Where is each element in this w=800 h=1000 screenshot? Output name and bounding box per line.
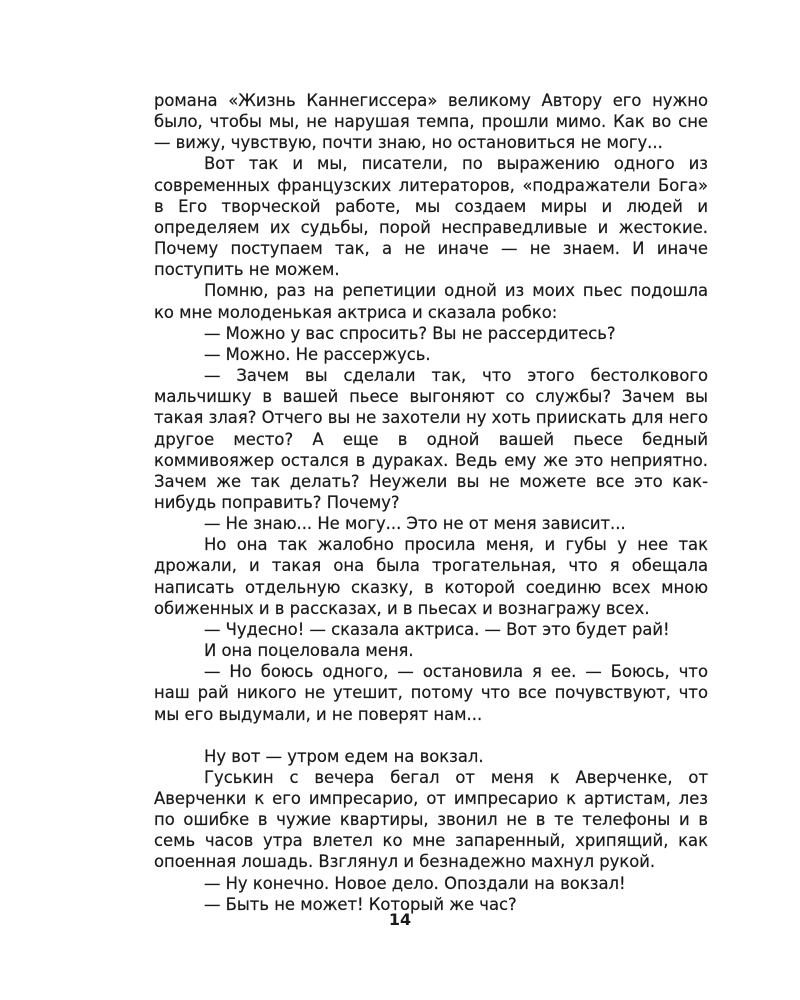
paragraph-7: Гуськин с вечера бегал от меня к Аверченке, от Аверченки к его импресарио, от импресарио к артистам, лез по ошибке в чужие квартиры, звонил не в те телефоны и в семь часов утра влетел ко мне запаренный, хрипящий, как опоенная лошадь. Взглянул и безнадежно махнул рукой. [154, 767, 708, 872]
dialogue-line-4: — Не знаю... Не могу... Это не от меня зависит... [204, 514, 626, 534]
paragraph-1: романа «Жизнь Каннегиссера» великому Автору его нужно было, чтобы мы, не нарушая темпа, прошли мимо. Как во сне — вижу, чувствую, почти знаю, но остановиться не могу... [154, 91, 708, 153]
dialogue-line-7: — Ну конечно. Новое дело. Опоздали на вокзал! [204, 873, 626, 893]
paragraph-3: Помню, раз на репетиции одной из моих пьес подошла ко мне молоденькая актриса и сказала робко: [154, 281, 708, 322]
paragraph-2: Вот так и мы, писатели, по выражению одного из современных французских литераторов, «подражатели Бога» в Его творческой работе, мы создаем миры и людей и определяем их судьбы, порой несправедливые и жестокие. Почему поступаем так, а не иначе — не знаем. И иначе поступить не можем. [154, 154, 708, 280]
dialogue-line-5: — Чудесно! — сказала актриса. — Вот это будет рай! [204, 619, 670, 639]
paragraph-4: Но она так жалобно просила меня, и губы у нее так дрожали, и такая она была трогательная, что я обещала написать отдельную сказку, в которой соединю всех мною обиженных и в рассказах, и в пьесах и вознагражу всех. [154, 535, 708, 618]
page-number: 14 [388, 910, 412, 929]
dialogue-line-1: — Можно у вас спросить? Вы не рассердитесь? [204, 323, 616, 343]
dialogue-line-6: — Но боюсь одного, — остановила я ее. — Боюсь, что наш рай никого не утешит, потому что все почувствуют, что мы его выдумали, и не поверят нам... [154, 662, 708, 724]
dialogue-line-3: — Зачем вы сделали так, что этого бестолкового мальчишку в вашей пьесе выгоняют со службы? Зачем вы такая злая? Отчего вы не захотели ну хоть приискать для него другое место? А еще в одной вашей пьесе бедный коммивояжер остался в дураках. Ведь ему же это неприятно. Зачем же так делать? Неужели вы не можете все это как-нибудь поправить? Почему? [154, 366, 708, 512]
dialogue-line-8: — Быть не может! Который же час? [204, 894, 517, 914]
page-text [154, 90, 708, 915]
paragraph-6: Ну вот — утром едем на вокзал. [204, 746, 484, 766]
paragraph-5: И она поцеловала меня. [204, 641, 414, 661]
dialogue-line-2: — Можно. Не рассержусь. [204, 344, 431, 364]
